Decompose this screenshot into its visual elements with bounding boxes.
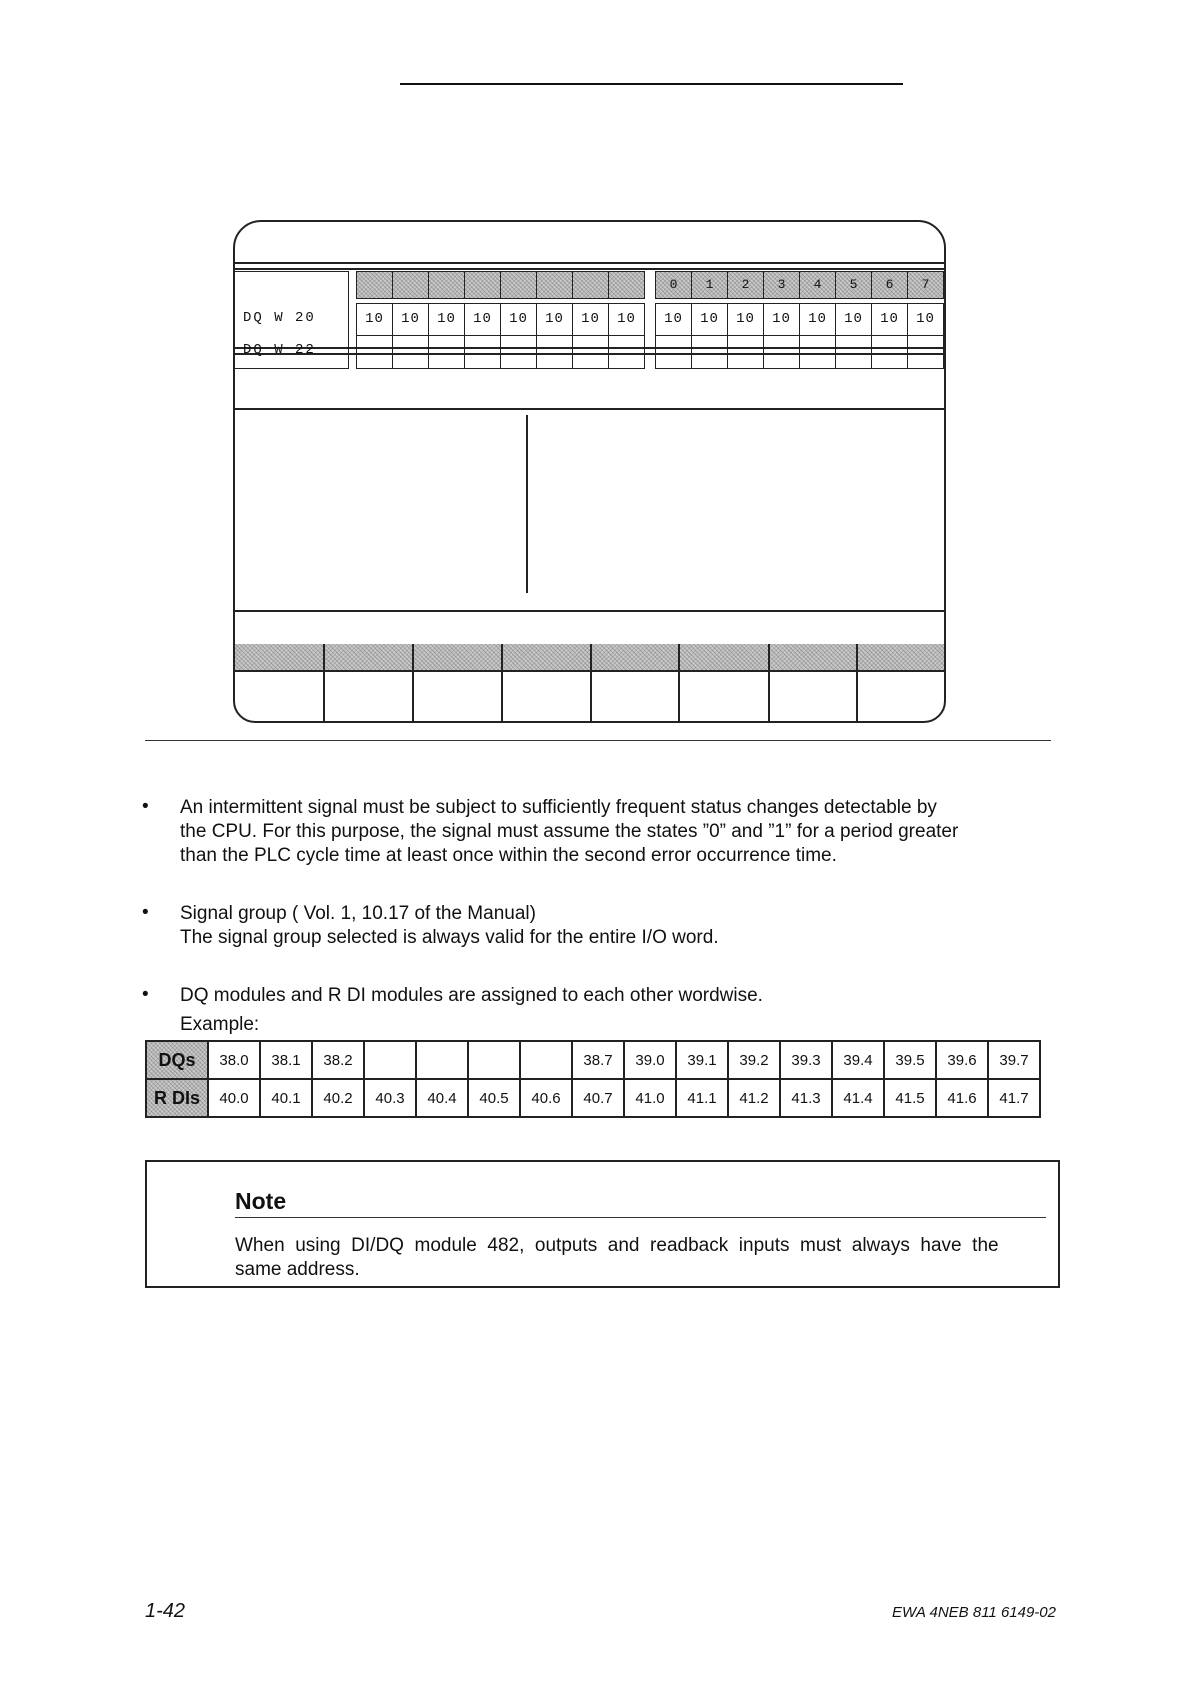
table-cell: 41.4 (832, 1079, 884, 1117)
figure-rule (145, 740, 1051, 741)
table-cell: 40.3 (364, 1079, 416, 1117)
table-cell: 39.3 (780, 1041, 832, 1079)
bit-header: 4 (799, 271, 836, 299)
bit-cell: 10 (536, 303, 573, 336)
bullet-intermittent-signal (180, 796, 1020, 868)
bit-header: 5 (835, 271, 872, 299)
text-line: same address. (235, 1259, 360, 1280)
table-cell: 39.1 (676, 1041, 728, 1079)
bit-cell (907, 335, 944, 369)
bit-header (500, 271, 537, 299)
bit-header: 7 (907, 271, 944, 299)
table-cell: 41.1 (676, 1079, 728, 1117)
bullet-signal-group (180, 902, 1020, 950)
function-key-7[interactable] (856, 644, 858, 721)
table-cell: 41.6 (936, 1079, 988, 1117)
row-label-dqw22: DQ W 22 (243, 342, 316, 358)
table-cell: 39.0 (624, 1041, 676, 1079)
function-key-6[interactable] (768, 644, 770, 721)
function-key-5[interactable] (678, 644, 680, 721)
table-cell (364, 1041, 416, 1079)
bit-header (608, 271, 645, 299)
bit-cell (871, 335, 908, 369)
bit-cell: 10 (392, 303, 429, 336)
byte-block-left (356, 271, 649, 369)
bit-cell: 10 (691, 303, 728, 336)
divider (235, 262, 944, 264)
bit-cell (655, 335, 692, 369)
text-line: Signal group ( Vol. 1, 10.17 of the Manual) (180, 903, 536, 924)
document-id: EWA 4NEB 811 6149-02 (892, 1604, 1056, 1621)
bit-header (572, 271, 609, 299)
function-key-2[interactable] (412, 644, 414, 721)
bit-header (536, 271, 573, 299)
text-line: the CPU. For this purpose, the signal must assume the states ”0” and ”1” for a period greater (180, 821, 959, 842)
table-cell: 39.4 (832, 1041, 884, 1079)
divider (526, 415, 528, 593)
text-line: When using DI/DQ module 482, outputs and readback inputs must always have the (235, 1235, 999, 1256)
screen-mockup (233, 220, 946, 723)
table-cell (468, 1041, 520, 1079)
bit-cell (500, 335, 537, 369)
bit-cell: 10 (835, 303, 872, 336)
bit-header: 2 (727, 271, 764, 299)
bit-cell (727, 335, 764, 369)
bullet-marker: • (142, 796, 149, 817)
table-row (146, 1079, 1040, 1117)
table-cell: 41.2 (728, 1079, 780, 1117)
header-rule (400, 83, 903, 85)
bit-cell (799, 335, 836, 369)
bullet-marker: • (142, 902, 149, 923)
bit-header (392, 271, 429, 299)
bit-cell: 10 (763, 303, 800, 336)
text-line: The signal group selected is always valid for the entire I/O word. (180, 927, 719, 948)
bit-cell (608, 335, 645, 369)
bit-cell (536, 335, 573, 369)
function-key-3[interactable] (501, 644, 503, 721)
divider (235, 268, 944, 270)
bit-header (356, 271, 393, 299)
example-table (145, 1040, 1041, 1118)
bit-cell (763, 335, 800, 369)
bit-header: 0 (655, 271, 692, 299)
table-cell: 41.3 (780, 1079, 832, 1117)
table-cell: 40.0 (208, 1079, 260, 1117)
table-cell: 40.5 (468, 1079, 520, 1117)
bit-header (464, 271, 501, 299)
bit-header: 1 (691, 271, 728, 299)
bit-cell: 10 (871, 303, 908, 336)
bit-cell (835, 335, 872, 369)
bit-cell: 10 (356, 303, 393, 336)
bit-cell: 10 (655, 303, 692, 336)
table-cell (520, 1041, 572, 1079)
table-cell: 41.5 (884, 1079, 936, 1117)
bit-cell: 10 (464, 303, 501, 336)
bit-cell: 10 (572, 303, 609, 336)
row-label-rdis: R DIs (146, 1079, 208, 1117)
bit-cell (392, 335, 429, 369)
table-cell: 39.2 (728, 1041, 780, 1079)
table-cell: 41.7 (988, 1079, 1040, 1117)
function-key-1[interactable] (323, 644, 325, 721)
table-cell: 40.1 (260, 1079, 312, 1117)
bit-cell (464, 335, 501, 369)
text-line: Example: (180, 1014, 260, 1035)
table-cell: 40.7 (572, 1079, 624, 1117)
row-label-dqw20: DQ W 20 (243, 310, 316, 326)
byte-block-right (655, 271, 948, 369)
table-cell: 39.6 (936, 1041, 988, 1079)
bit-cell: 10 (608, 303, 645, 336)
table-cell: 40.4 (416, 1079, 468, 1117)
bit-cell: 10 (907, 303, 944, 336)
note-heading (235, 1188, 1046, 1218)
bit-cell: 10 (727, 303, 764, 336)
bit-header: 3 (763, 271, 800, 299)
bit-cell (356, 335, 393, 369)
table-cell: 38.2 (312, 1041, 364, 1079)
table-cell: 38.7 (572, 1041, 624, 1079)
bit-cell (572, 335, 609, 369)
table-cell: 40.6 (520, 1079, 572, 1117)
bit-cell (428, 335, 465, 369)
text-line: An intermittent signal must be subject to sufficiently frequent status changes detectable by (180, 797, 937, 818)
row-label-dqs: DQs (146, 1041, 208, 1079)
table-cell: 40.2 (312, 1079, 364, 1117)
function-key-4[interactable] (590, 644, 592, 721)
bit-cell: 10 (799, 303, 836, 336)
table-row (146, 1041, 1040, 1079)
table-cell: 38.1 (260, 1041, 312, 1079)
bit-cell: 10 (428, 303, 465, 336)
table-cell: 39.5 (884, 1041, 936, 1079)
text-line: than the PLC cycle time at least once within the second error occurrence time. (180, 845, 837, 866)
note-text (235, 1234, 1046, 1282)
page-number: 1-42 (145, 1600, 186, 1622)
table-cell: 39.7 (988, 1041, 1040, 1079)
bullet-dq-modules (180, 984, 1020, 1037)
bit-cell (691, 335, 728, 369)
bit-header: 6 (871, 271, 908, 299)
text-line: DQ modules and R DI modules are assigned to each other wordwise. (180, 985, 763, 1006)
note-box (145, 1160, 1060, 1288)
table-cell (416, 1041, 468, 1079)
bullet-marker: • (142, 984, 149, 1005)
divider (235, 610, 944, 612)
table-cell: 41.0 (624, 1079, 676, 1117)
bit-cell: 10 (500, 303, 537, 336)
bit-header (428, 271, 465, 299)
divider (235, 408, 944, 410)
note-title: Note (235, 1188, 287, 1214)
table-cell: 38.0 (208, 1041, 260, 1079)
